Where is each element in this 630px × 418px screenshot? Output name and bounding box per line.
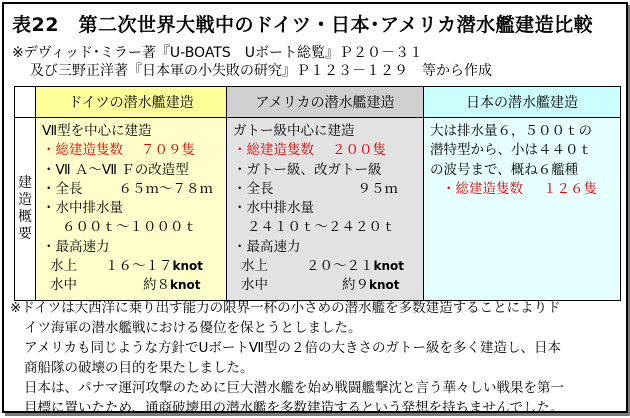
germany-line: ・Ⅶ Ａ～Ⅶ Ｆの改造型 (42, 161, 189, 178)
germany-surface-speed: 水上 １６～１７knot (50, 258, 204, 275)
germany-line: ・水中排水量 (42, 200, 123, 217)
usa-line: ガトー級中心に建造 (233, 123, 355, 139)
note-line: ※ドイツは大西洋に乗り出す能力の限界一杯の小さめの潜水艦を多数建造することによりド (10, 300, 561, 316)
usa-surface-speed: 水上 ２０～２１knot (241, 258, 405, 275)
source-line-1: ※デヴィッド･ミラー著『U-BOATS Uボート総覧』Ｐ２０－３１ (12, 45, 423, 61)
row-label-char: 建 (18, 174, 32, 191)
japan-line: の波号まで、概ね６艦種 (430, 161, 579, 178)
japan-line: 大は排水量６，５００ｔの (430, 123, 592, 139)
germany-total-built: ・総建造隻数 ７０９隻 (42, 142, 195, 159)
row-label-char: 概 (18, 208, 32, 225)
japan-line: 潜特型から、小は４４０ｔ (430, 142, 592, 159)
note-line: アメリカも同じような方針でUボートⅦ型の２倍の大きさのガトー級を多く建造し、日本 (24, 340, 562, 356)
usa-line: ・ガトー級、改ガトー級 (233, 161, 382, 178)
notes (10, 298, 622, 418)
note-line: 目標に置いたため、通商破壊用の潜水艦を多数建造するという発想を持ちませんでした。 (24, 400, 564, 416)
germany-submerged-speed: 水中 約８knot (50, 277, 201, 294)
row-label-char: 造 (18, 191, 32, 208)
header-germany: ドイツの潜水艦建造 (36, 87, 227, 118)
usa-total-built: ・総建造隻数 ２００隻 (233, 142, 386, 159)
usa-submerged-speed: 水中 約９knot (241, 277, 400, 294)
usa-length: ・全長 ９５ｍ (233, 180, 398, 197)
comparison-table (14, 86, 621, 301)
cell-germany (36, 118, 227, 301)
cell-usa (227, 118, 424, 301)
header-japan: 日本の潜水艦建造 (424, 87, 621, 118)
row-label-char: 要 (18, 225, 32, 242)
germany-displacement: ６００ｔ～１０００ｔ (62, 219, 197, 236)
header-usa: アメリカの潜水艦建造 (227, 87, 424, 118)
note-line: 商船隊の破壊の目的を果たしました。 (24, 360, 254, 376)
japan-total-built: ・総建造隻数 １２６隻 (442, 180, 597, 197)
usa-displacement: ２４１０ｔ～２４２０ｔ (247, 219, 396, 236)
source-line-2: 及び三野正洋著『日本軍の小失敗の研究』Ｐ１２３－１２９ 等から作成 (30, 63, 492, 79)
usa-line: ・水中排水量 (233, 200, 314, 217)
germany-line: ・最高速力 (42, 238, 110, 255)
row-label (15, 118, 36, 301)
usa-line: ・最高速力 (233, 238, 301, 255)
germany-length: ・全長 ６５ｍ～７８ｍ (42, 180, 213, 197)
figure-frame (2, 2, 628, 416)
page-title: 表22 第二次世界大戦中のドイツ・日本･アメリカ潜水艦建造比較 (12, 14, 594, 36)
note-line: 日本は、パナマ運河攻撃のために巨大潜水艦を始め戦闘艦撃沈と言う華々しい戦果を第一 (24, 380, 564, 396)
cell-japan (424, 118, 621, 301)
note-line: イツ海軍の潜水艦戦における優位を保とうとしました。 (24, 320, 362, 336)
germany-line: Ⅶ型を中心に建造 (42, 123, 152, 139)
table-corner (15, 87, 36, 118)
